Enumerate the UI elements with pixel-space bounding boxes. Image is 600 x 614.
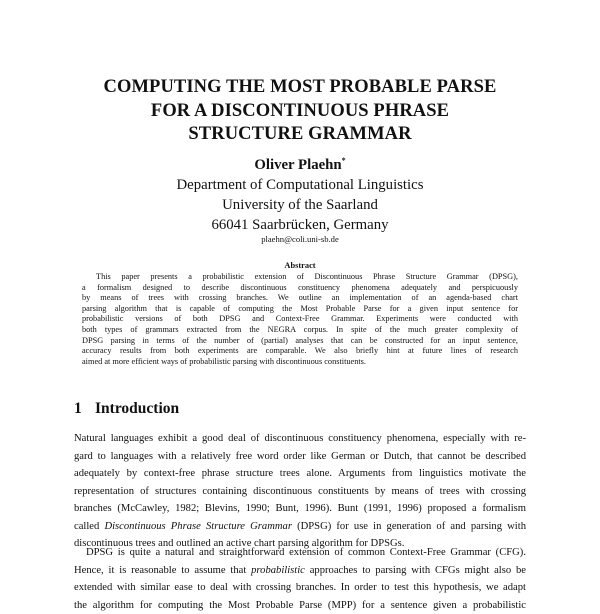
- affiliation-department: Department of Computational Linguistics: [100, 175, 500, 195]
- emphasis-probabilistic: probabilistic: [251, 565, 305, 576]
- abstract-line: parsing algorithm that is capable of computing the Most Probable Parse for a given input sentence for: [82, 304, 518, 315]
- line-text: called: [74, 521, 104, 532]
- abstract-line: by means of trees with crossing branches. We outline an implementation of an agenda-based chart: [82, 293, 518, 304]
- abstract-line: both types of grammars extracted from the NEGRA corpus. In spite of the much greater complexity of: [82, 325, 518, 336]
- abstract-line: This paper presents a probabilistic extension of Discontinuous Phrase Structure Grammar (DPSG),: [82, 272, 518, 283]
- formalism-name: Discontinuous Phrase Structure Grammar: [104, 521, 292, 532]
- author-name: Oliver Plaehn: [254, 157, 341, 173]
- section-heading-introduction: [74, 399, 534, 419]
- paragraph-line: DPSG is quite a natural and straightforward extension of common Context-Free Grammar (CFG).: [74, 544, 526, 562]
- title-line-1: COMPUTING THE MOST PROBABLE PARSE: [60, 76, 540, 100]
- section-title: Introduction: [95, 400, 179, 417]
- paragraph-line: [74, 562, 526, 580]
- paragraph-line: representation of structures containing discontinuous constituents by means of trees with crossing: [74, 483, 526, 501]
- author-footnote-mark: *: [342, 156, 346, 165]
- abstract-line: probabilistic versions of both DPSG and Context-Free Grammar. Experiments were conducted with: [82, 314, 518, 325]
- author-name-line: [100, 151, 500, 175]
- title-line-2: FOR A DISCONTINUOUS PHRASE: [60, 100, 540, 124]
- abstract-line: accuracy results from both experiments are comparable. We also briefly hint at future lines of research: [82, 346, 518, 357]
- intro-paragraph-1: [74, 430, 526, 553]
- affiliation-address: 66041 Saarbrücken, Germany: [100, 215, 500, 235]
- author-email: plaehn@coli.uni-sb.de: [100, 233, 500, 245]
- paragraph-line: Natural languages exhibit a good deal of discontinuous constituency phenomena, especially with re-: [74, 430, 526, 448]
- line-text: approaches to parsing with CFGs might also be: [305, 565, 526, 576]
- line-text: Hence, it is reasonable to assume that: [74, 565, 251, 576]
- title-line-3: STRUCTURE GRAMMAR: [60, 123, 540, 147]
- paragraph-line: adequately by context-free phrase structure trees alone. Arguments from linguistics motivate the: [74, 465, 526, 483]
- abstract-text: [82, 272, 518, 367]
- line-text: (DPSG) for use in generation of and parsing with: [292, 521, 526, 532]
- abstract-heading: Abstract: [100, 260, 500, 271]
- paragraph-line: branches (McCawley, 1982; Blevins, 1990; Bunt, 1996). Bunt (1991, 1996) proposed a formalism: [74, 500, 526, 518]
- author-block: [100, 151, 500, 235]
- abstract-line: a formalism designed to describe discontinuous constituency phenomena adequately and perspicuously: [82, 283, 518, 294]
- abstract-line: aimed at more efficient ways of probabilistic parsing with discontinuous constituents.: [82, 357, 518, 368]
- paragraph-line: extended with similar ease to deal with crossing branches. In order to test this hypothesis, we adapt: [74, 579, 526, 597]
- affiliation-university: University of the Saarland: [100, 195, 500, 215]
- paragraph-line: discontinuous trees and outlined an active chart parsing algorithm for DPSGs.: [74, 535, 526, 553]
- section-number: 1: [74, 399, 95, 419]
- intro-paragraph-2: [74, 544, 526, 614]
- paragraph-line: [74, 518, 526, 536]
- abstract-line: DPSG parsing in terms of the number of (partial) analyses that can be constructed for an input sentence,: [82, 336, 518, 347]
- paragraph-line: the algorithm for computing the Most Probable Parse (MPP) for a sentence given a probabilistic: [74, 597, 526, 614]
- paper-title: [60, 76, 540, 147]
- paragraph-line: gard to languages with a relatively free word order like German or Dutch, that cannot be described: [74, 448, 526, 466]
